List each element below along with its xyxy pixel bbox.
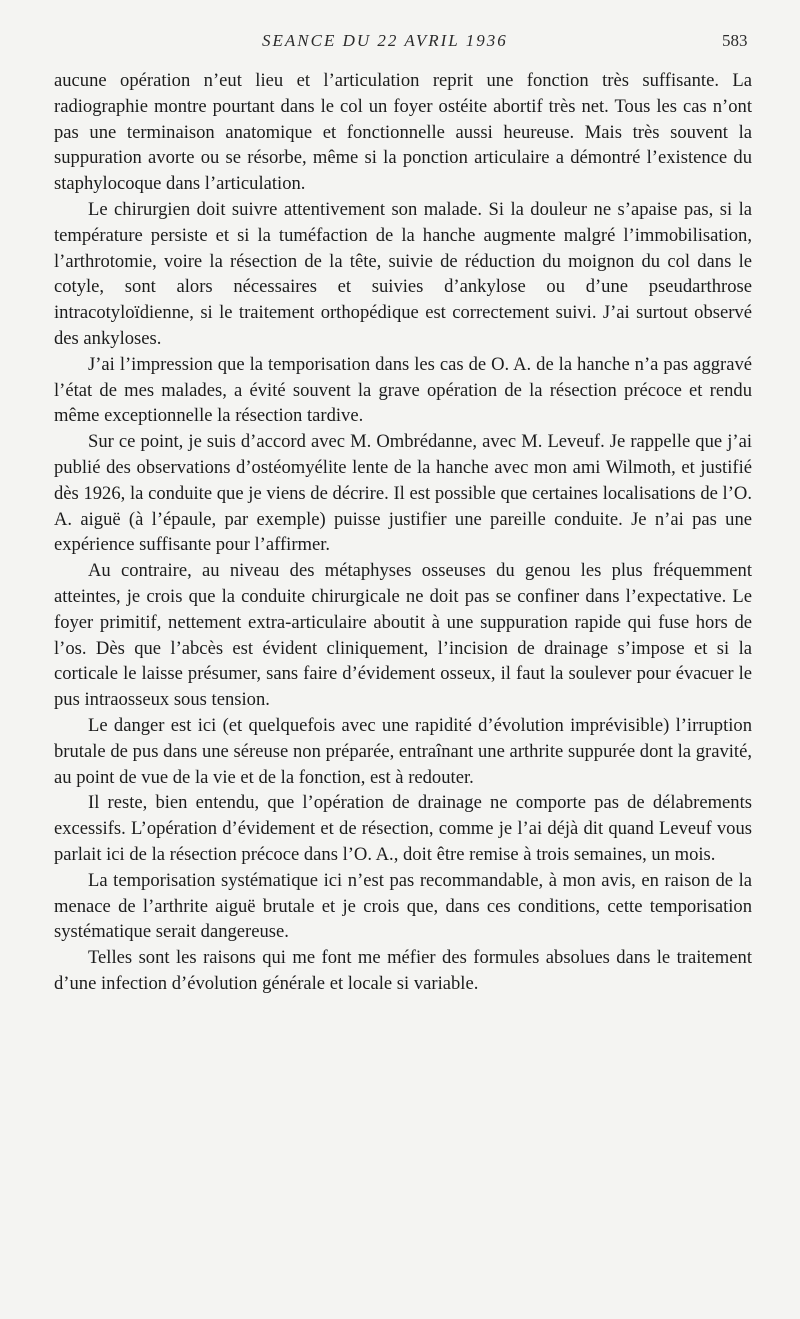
paragraph: Le danger est ici (et quelquefois avec une rapidité d’évolution imprévisible) l’irruption brutale de pus dans une séreuse non préparée, entraînant une arthrite suppurée dont la gravité, au point de vue de la vie et de la fonction, est à redouter. [54, 714, 752, 788]
body-text [54, 68, 752, 997]
paragraph: Sur ce point, je suis d’accord avec M. Ombrédanne, avec M. Leveuf. Je rappelle que j’ai publié des observations d’ostéomyélite lente de la hanche avec mon ami Wilmoth, et justifié dès 1926, la conduite que je viens de décrire. Il est possible que certaines localisations de l’O. A. aiguë (à l’épaule, par exemple) puisse justifier une pareille conduite. Je n’ai pas une expérience suffisante pour l’affirmer. [54, 431, 752, 556]
paragraph: Le chirurgien doit suivre attentivement son malade. Si la douleur ne s’apaise pas, si la température persiste et si la tuméfaction de la hanche augmente malgré l’immobilisation, l’arthrotomie, voire la résection de la tête, suivie de réduction du moignon du col dans le cotyle, sont alors nécessaires et suivies d’ankylose ou d’une pseudarthrose intracotyloïdienne, si le traitement orthopédique est correctement suivi. J’ai surtout observé des ankyloses. [54, 198, 752, 349]
page-header [0, 31, 800, 55]
paragraph: La temporisation systématique ici n’est pas recommandable, à mon avis, en raison de la menace de l’arthrite aiguë brutale et je crois que, dans ces conditions, cette temporisation systématique serait dangereuse. [54, 869, 752, 943]
paragraph: J’ai l’impression que la temporisation dans les cas de O. A. de la hanche n’a pas aggravé l’état de mes malades, a évité souvent la grave opération de la résection précoce et rendu même exceptionnelle la résection tardive. [54, 353, 752, 427]
page-number: 583 [722, 31, 748, 50]
paragraph: Il reste, bien entendu, que l’opération de drainage ne comporte pas de délabrements excessifs. L’opération d’évidement et de résection, comme je l’ai déjà dit quand Leveuf vous parlait ici de la résection précoce dans l’O. A., doit être remise à trois semaines, un mois. [54, 792, 752, 865]
paragraph: aucune opération n’eut lieu et l’articulation reprit une fonction très suffisante. La radiographie montre pourtant dans le col un foyer ostéite abortif très net. Tous les cas n’ont pas une terminaison anatomique et fonctionnelle aussi heureuse. Mais très souvent la suppuration avorte ou se résorbe, même si la ponction articulaire a démontré l’existence du staphylocoque dans l’articulation. [54, 70, 752, 195]
running-title: SEANCE DU 22 AVRIL 1936 [262, 31, 508, 50]
paragraph: Au contraire, au niveau des métaphyses osseuses du genou les plus fréquemment atteintes, je crois que la conduite chirurgicale ne doit pas se confiner dans l’expectative. Le foyer primitif, nettement extra-articulaire aboutit à une suppuration rapide qui fuse hors de l’os. Dès que l’abcès est évident cliniquement, l’incision de drainage s’impose et si la corticale le laisse présumer, sans faire d’évidement osseux, il faut la soulever pour évacuer le pus intraosseux sous tension. [54, 560, 752, 711]
paragraph: Telles sont les raisons qui me font me méfier des formules absolues dans le traitement d’une infection d’évolution générale et locale si variable. [54, 947, 752, 994]
